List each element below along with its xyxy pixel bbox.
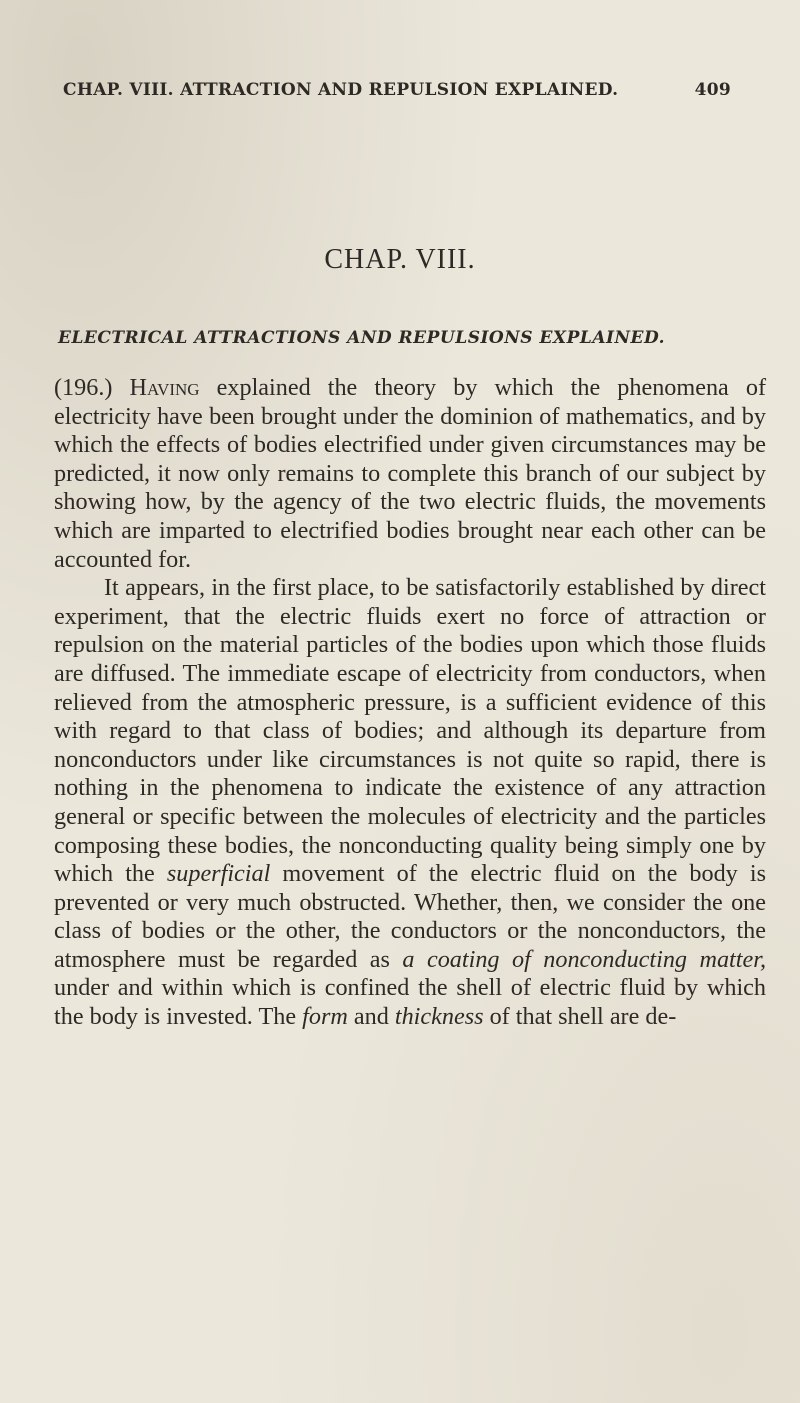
section-title: ELECTRICAL ATTRACTIONS AND REPULSIONS EXPLAINED. (58, 328, 666, 348)
italic-term: form (302, 1003, 348, 1031)
paragraph-text-segment: of that shell are de- (489, 1003, 677, 1031)
paragraph-continuation (54, 574, 766, 1032)
paragraph-text-segment: and (353, 1003, 389, 1031)
paragraph-text-segment: under and within which is confined the shell of electric fluid by which the body is invested. The (54, 974, 766, 1031)
body-text (54, 374, 766, 1032)
paragraph-text: explained the theory by which the phenomena of electricity have been brought under the dominion of mathematics, and by which the effects of bodies electrified under given circumstances may be predicted, it now only remains to complete this branch of our subject by showing how, by the agency of the two electric fluids, the movements which are imparted to electrified bodies brought near each other can be accounted for. (54, 374, 766, 573)
paragraph-196 (54, 374, 766, 574)
running-head (63, 80, 731, 100)
paragraph-lead-word: Having (129, 374, 200, 401)
paragraph-text-segment: movement of the electric fluid on the body is prevented or very much obstructed. Whether, then, we consider the one class of bodies or the other, the conductors or the nonconductors, the atmosphere must be regarded as (54, 860, 766, 973)
italic-term: thickness (394, 1003, 484, 1031)
paragraph-number: (196.) (54, 374, 113, 401)
paragraph-text-segment: It appears, in the first place, to be satisfactorily established by direct experiment, that the electric fluids exert no force of attraction or repulsion on the material particles of the bodies upon which those fluids are diffused. The immediate escape of electricity from conductors, when relieved from the atmospheric pressure, is a sufficient evidence of this with regard to that class of bodies; and although its departure from nonconductors under like circumstances is not quite so rapid, there is nothing in the phenomena to indicate the existence of any attraction general or specific between the molecules of electricity and the particles composing these bodies, the nonconducting quality being simply one by which the (54, 574, 766, 888)
chapter-heading: CHAP. VIII. (324, 244, 476, 275)
italic-term: a coating of nonconducting matter, (402, 945, 766, 973)
running-head-title: CHAP. VIII. ATTRACTION AND REPULSION EXPLAINED. (63, 80, 619, 100)
page-number: 409 (694, 80, 731, 100)
italic-term: superficial (166, 860, 271, 888)
